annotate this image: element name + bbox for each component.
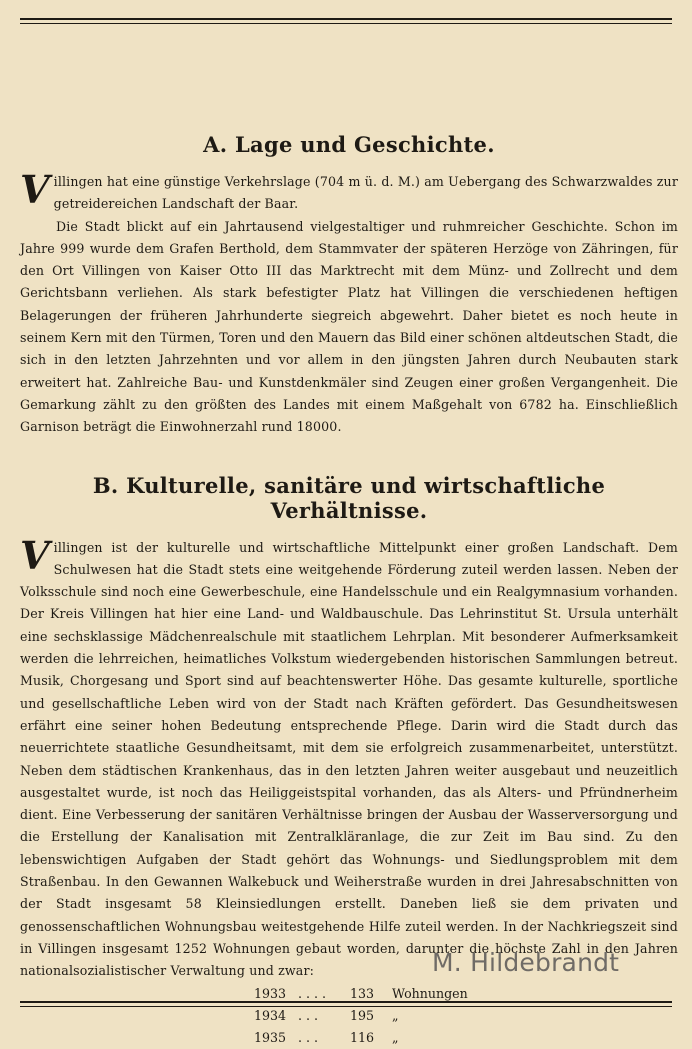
table-year: 1934	[254, 1007, 287, 1023]
table-unit: „	[392, 1029, 399, 1045]
housing-table	[254, 983, 678, 1049]
heading-kulturelle-verhaeltnisse: B. Kulturelle, sanitäre und wirtschaftliche Verhältnisse.	[92, 472, 606, 523]
section-a-paragraph-1-text: illingen hat eine günstige Verkehrslage (704 m ü. d. M.) am Uebergang des Schwarzwaldes zur getreidereichen Landschaft der Baar.	[53, 174, 678, 212]
section-b-paragraph-1-text: illingen ist der kulturelle und wirtschaftliche Mittelpunkt einer großen Landschaft. Dem Schulwesen hat die Stadt stets eine weitgehende Förderung zuteil werden lassen. Neben der Volksschule sind noch eine Gewerbeschule, eine Handelsschule und ein Realgymnasium vorhanden. Der Kreis Villingen hat hier eine Land- und Waldbauschule. Das Lehrinstitut St. Ursula unterhält eine sechsklassige Mädchenrealschule mit staatlichem Lehrplan. Mit besonderer Aufmerksamkeit werden die lehrreichen, heimatliches Volkstum wiedergebenden historischen Sammlungen betreut. Musik, Chorgesang und Sport sind auf beachtenswerter Höhe. Das gesamte kulturelle, sportliche und gesellschaftliche Leben wird von der Stadt nach Kräften gefördert. Das Gesundheitswesen erfährt eine seiner hohen Bedeutung entsprechende Pflege. Darin wird die Stadt durch das neuerrichtete staatliche Gesundheitsamt, mit dem sie erfolgreich zusammenarbeitet, unterstützt. Neben dem städtischen Krankenhaus, das in den letzten Jahren weiter ausgebaut und neuzeitlich ausgestaltet wurde, ist noch das Heiliggeistspital vorhanden, das als Alters- und Pfründnerheim dient. Eine Verbesserung der sanitären Verhältnisse bringen der Ausbau der Wasserversorgung und die Erstellung der Kanalisation mit Zentralkläranlage, die zur Zeit im Bau sind. Zu den lebenswichtigen Aufgaben der Stadt gehört das Wohnungs- und Siedlungsproblem mit dem Straßenbau. In den Gewannen Walkebuck und Weiherstraße wurden in drei Jahresabschnitten von der Stadt insgesamt 58 Kleinsiedlungen erstellt. Daneben ließ sie dem privaten und genossenschaftlichen Wohnungsbau weitestgehende Hilfe zuteil werden. In der Nachkriegszeit sind in Villingen insgesamt 1252 Wohnungen gebaut worden, darunter die höchste Zahl in den Jahren nationalsozialistischer Verwaltung und zwar:	[20, 539, 678, 979]
section-a-paragraph-1	[20, 167, 678, 216]
section-b-paragraph-1	[20, 532, 678, 983]
table-count: 116	[350, 1029, 375, 1045]
table-year: 1933	[254, 985, 287, 1001]
watermark-text: M. Hildebrandt	[432, 948, 620, 977]
table-unit: „	[392, 1007, 399, 1023]
table-year: 1935	[254, 1029, 287, 1045]
section-a-paragraph-2: Die Stadt blickt auf ein Jahrtausend vielgestaltiger und ruhmreicher Geschichte. Schon im Jahre 999 wurde dem Grafen Berthold, dem Stammvater der späteren Herzöge von Zähringen, für den Ort Villingen von Kaiser Otto III das Marktrecht mit dem Münz- und Zollrecht und dem Gerichtsbann verliehen. Als stark befestigter Platz hat Villingen die verschiedenen heftigen Belagerungen der früheren Jahrhunderte siegreich abgewehrt. Daher bietet es noch heute in seinem Kern mit den Türmen, Toren und den Mauern das Bild einer schönen altdeutschen Stadt, die sich in den letzten Jahrzehnten und vor allem in den jüngsten Jahren durch Neubauten stark erweitert hat. Zahlreiche Bau- und Kunstdenkmäler sind Zeugen einer großen Vergangenheit. Die Gemarkung zählt zu den größten des Landes mit einem Maßgehalt von 6782 ha. Einschließlich Garnison beträgt die Einwohnerzahl rund 18000.	[20, 218, 678, 435]
table-row	[254, 1027, 678, 1049]
table-count: 195	[350, 1007, 375, 1023]
table-dots: . . .	[298, 1007, 319, 1023]
heading-lage-und-geschichte: A. Lage und Geschichte.	[203, 132, 495, 157]
drop-cap-initial: V	[20, 532, 50, 578]
bottom-double-rule	[20, 1001, 672, 1007]
table-unit: Wohnungen	[392, 985, 468, 1001]
drop-cap-initial: V	[20, 167, 50, 212]
document-page	[20, 125, 678, 1049]
table-dots: . . . .	[298, 985, 327, 1001]
table-row	[254, 1005, 678, 1027]
top-double-rule	[20, 18, 672, 24]
table-dots: . . .	[298, 1029, 319, 1045]
table-count: 133	[350, 985, 375, 1001]
